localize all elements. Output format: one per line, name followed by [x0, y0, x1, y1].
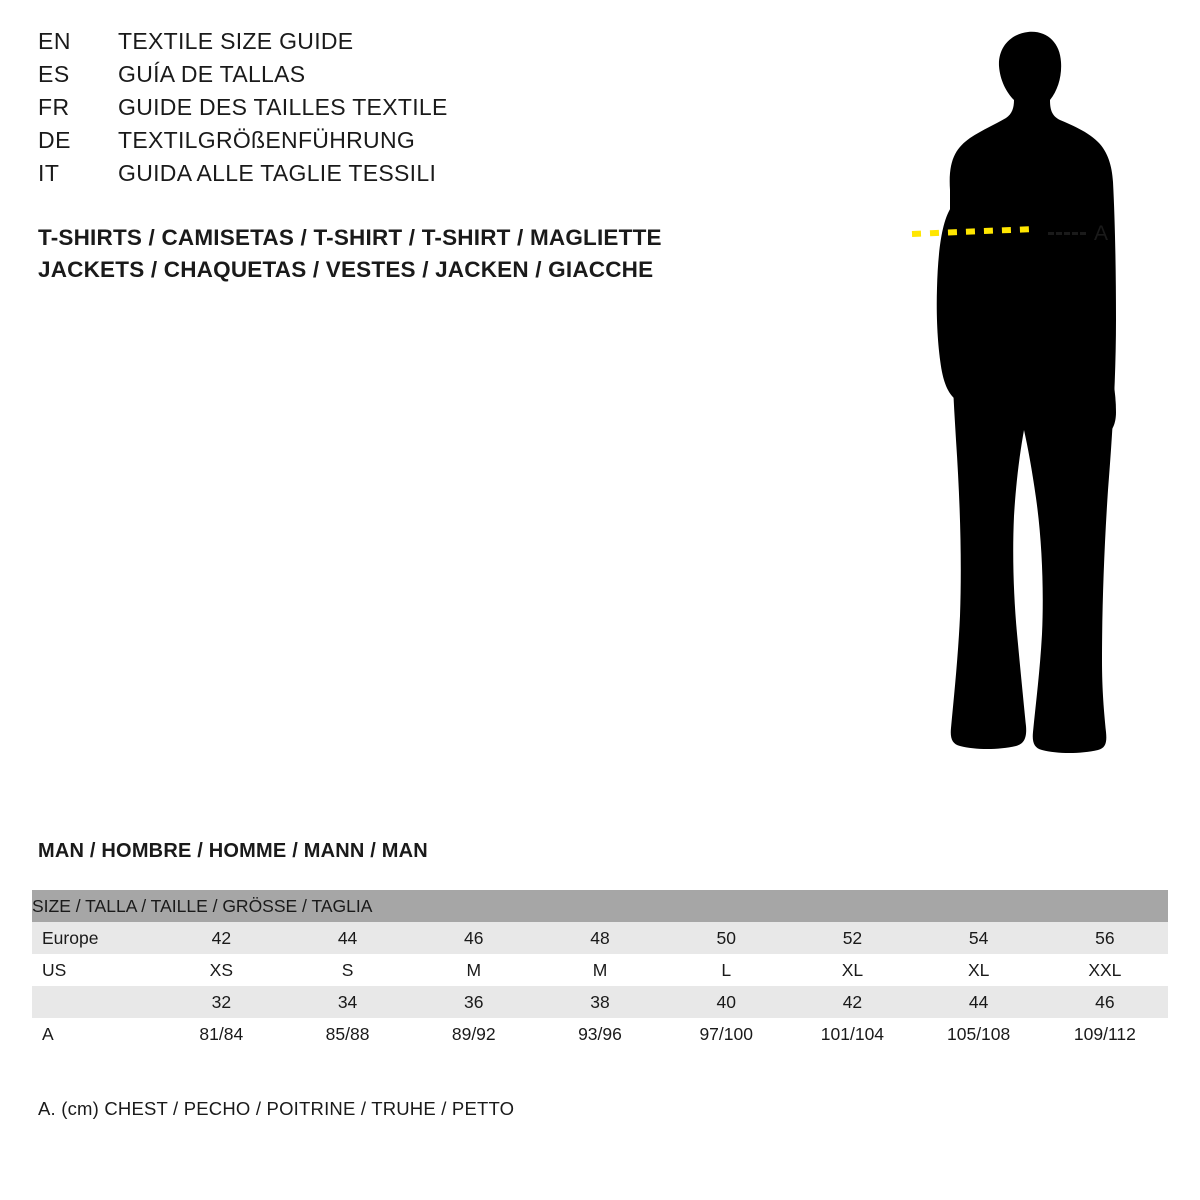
cell-value: 85/88: [284, 1018, 410, 1050]
cell-value: 109/112: [1042, 1018, 1168, 1050]
garment-category-block: [38, 222, 662, 286]
row-label-numeric: [32, 986, 158, 1018]
measure-label-a: A: [1094, 222, 1109, 245]
language-row: [38, 160, 738, 193]
cell-value: 56: [1042, 922, 1168, 954]
cell-value: 42: [789, 986, 915, 1018]
cell-value: M: [537, 954, 663, 986]
row-label-europe: Europe: [32, 922, 158, 954]
cell-value: 40: [663, 986, 789, 1018]
cell-value: 36: [411, 986, 537, 1018]
language-title: GUIDA ALLE TAGLIE TESSILI: [118, 160, 437, 186]
language-row: [38, 94, 738, 127]
table-section-title: MAN / HOMBRE / HOMME / MANN / MAN: [38, 840, 428, 862]
measure-leader-line: [1048, 232, 1086, 235]
language-title: TEXTILGRÖßENFÜHRUNG: [118, 127, 416, 153]
language-title: TEXTILE SIZE GUIDE: [118, 28, 354, 54]
cell-value: 38: [537, 986, 663, 1018]
cell-value: 54: [916, 922, 1042, 954]
silhouette-shape: [937, 32, 1116, 753]
table-row: [32, 954, 1168, 986]
cell-value: 48: [537, 922, 663, 954]
language-header-block: [38, 28, 738, 193]
cell-value: 101/104: [789, 1018, 915, 1050]
cell-value: 44: [916, 986, 1042, 1018]
language-code: ES: [38, 61, 70, 87]
language-code: FR: [38, 94, 70, 120]
table-header-label: SIZE / TALLA / TAILLE / GRÖSSE / TAGLIA: [32, 890, 1168, 922]
cell-value: 34: [284, 986, 410, 1018]
language-title: GUIDE DES TAILLES TEXTILE: [118, 94, 448, 120]
cell-value: S: [284, 954, 410, 986]
male-silhouette-figure: [830, 20, 1170, 790]
cell-value: 52: [789, 922, 915, 954]
cell-value: 32: [158, 986, 284, 1018]
cell-value: XS: [158, 954, 284, 986]
table-row: [32, 986, 1168, 1018]
cell-value: 97/100: [663, 1018, 789, 1050]
row-label-us: US: [32, 954, 158, 986]
cell-value: 89/92: [411, 1018, 537, 1050]
language-code: DE: [38, 127, 71, 153]
size-table: [32, 890, 1168, 1050]
table-row: [32, 922, 1168, 954]
cell-value: L: [663, 954, 789, 986]
cell-value: 44: [284, 922, 410, 954]
cell-value: 105/108: [916, 1018, 1042, 1050]
cell-value: XL: [789, 954, 915, 986]
language-code: EN: [38, 28, 71, 54]
language-row: [38, 61, 738, 94]
cell-value: 42: [158, 922, 284, 954]
garment-category-tshirts: T-SHIRTS / CAMISETAS / T-SHIRT / T-SHIRT / MAGLIETTE: [38, 225, 662, 250]
table-header-row: [32, 890, 1168, 922]
cell-value: 46: [411, 922, 537, 954]
language-row: [38, 28, 738, 61]
cell-value: 93/96: [537, 1018, 663, 1050]
language-title: GUÍA DE TALLAS: [118, 61, 306, 87]
cell-value: XXL: [1042, 954, 1168, 986]
garment-category-jackets: JACKETS / CHAQUETAS / VESTES / JACKEN / GIACCHE: [38, 257, 654, 282]
language-row: [38, 127, 738, 160]
cell-value: 50: [663, 922, 789, 954]
cell-value: XL: [916, 954, 1042, 986]
footnote-chest-measurement: A. (cm) CHEST / PECHO / POITRINE / TRUHE / PETTO: [38, 1098, 515, 1119]
table-row: [32, 1018, 1168, 1050]
cell-value: 46: [1042, 986, 1168, 1018]
row-label-a: A: [32, 1018, 158, 1050]
cell-value: 81/84: [158, 1018, 284, 1050]
cell-value: M: [411, 954, 537, 986]
language-code: IT: [38, 160, 60, 186]
